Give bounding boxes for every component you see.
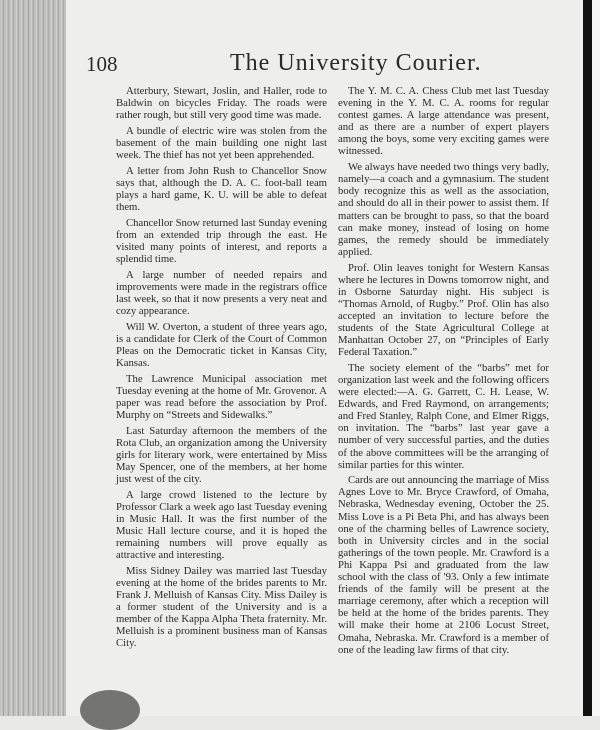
paragraph: Atterbury, Stewart, Joslin, and Haller, rode to Baldwin on bicycles Friday. The roads were rather rough, but still very good time was made. xyxy=(116,85,327,122)
paragraph: We always have needed two things very badly, namely—a coach and a gymnasium. The student body recognize this as well as the association, and should do all in their power to assist them. If matters can be brought to pass, so that the board can make money, instead of losing on home games, the remedy should be immediately applied. xyxy=(338,161,549,258)
paragraph: Will W. Overton, a student of three years ago, is a candidate for Clerk of the Court of Common Pleas on the Democratic ticket in Kansas City, Kansas. xyxy=(116,320,327,369)
paragraph: A large crowd listened to the lecture by Professor Clark a week ago last Tuesday evening in Music Hall. It was the first number of the Music Hall lecture course, and it is hoped the remaining numbers will prove equally as attractive and interesting. xyxy=(116,488,327,562)
stacked-page-edges xyxy=(0,0,66,716)
binding-shadow xyxy=(583,0,592,716)
paragraph: The Lawrence Municipal association met Tuesday evening at the home of Mr. Grovenor. A paper was read before the association by Prof. Murphy on “Streets and Sidewalks.” xyxy=(116,372,327,421)
right-column xyxy=(338,85,549,659)
paragraph: Miss Sidney Dailey was married last Tuesday evening at the home of the brides parents to Mr. Frank J. Melluish of Kansas City. Miss Dailey is a former student of the University and is a member of the Kappa Alpha Theta fraternity. Mr. Melluish is a prominent business man of Kansas City. xyxy=(116,564,327,650)
page-title: The University Courier. xyxy=(230,50,482,76)
left-column xyxy=(116,85,327,653)
paragraph: Last Saturday afternoon the members of the Rota Club, an organization among the University girls for literary work, were entertained by Miss May Spencer, one of the members, at her home just west of the city. xyxy=(116,424,327,485)
paragraph: The Y. M. C. A. Chess Club met last Tuesday evening in the Y. M. C. A. rooms for regular contest games. A large attendance was present, and as there are a number of expert players among the boys, some very exciting games were witnessed. xyxy=(338,85,549,158)
paragraph: A large number of needed repairs and improvements were made in the registrars office last week, so that it now presents a very neat and cozy appearance. xyxy=(116,268,327,317)
page-number: 108 xyxy=(86,52,118,76)
paragraph: A letter from John Rush to Chancellor Snow says that, although the D. A. C. foot-ball team plays a hard game, K. U. will be able to defeat them. xyxy=(116,164,327,214)
paragraph: Prof. Olin leaves tonight for Western Kansas where he lectures in Downs tomorrow night, and in Osborne Saturday night. His subject is “Thomas Arnold, of Rugby.” Prof. Olin has also accepted an invitation to lecture before the students of the State Agricultural College at Manhattan October 27, on “Principles of Early Federal Taxation.” xyxy=(338,261,549,359)
paragraph: Chancellor Snow returned last Sunday evening from an extended trip through the east. He visited many points of interest, and reports a splendid time. xyxy=(116,216,327,265)
margin-edge xyxy=(592,0,600,716)
paragraph: The society element of the “barbs” met for organization last week and the following officers were elected:—A. G. Garrett, C. H. Lease, W. Edwards, and Fred Raymond, on arrangements; and Fred Stanley, Ralph Cone, and Elmer Riggs, on invitation. The “barbs” last year gave a number of very successful parties, and the duties of the above committees will be the arranging of similar parties for this winter. xyxy=(338,361,549,471)
paragraph: A bundle of electric wire was stolen from the basement of the main building one night last week. The thief has not yet been apprehended. xyxy=(116,124,327,162)
paragraph: Cards are out announcing the marriage of Miss Agnes Love to Mr. Bryce Crawford, of Omaha, Nebraska, Wednesday evening, October the 25. Miss Love is a Pi Beta Phi, and has always been one of the charming belles of Lawrence society, both in University circles and in the social gatherings of the town people. Mr. Crawford is a Phi Kappa Psi and graduated from the law school with the class of '93. Only a few intimate friends of the family will be present at the marriage ceremony, after which a reception will be held at the home of the brides parents. They will make their home at 2106 Locust Street, Omaha, Nebraska. Mr. Crawford is a member of one of the leading law firms of that city. xyxy=(338,474,549,656)
thumb xyxy=(80,690,140,730)
